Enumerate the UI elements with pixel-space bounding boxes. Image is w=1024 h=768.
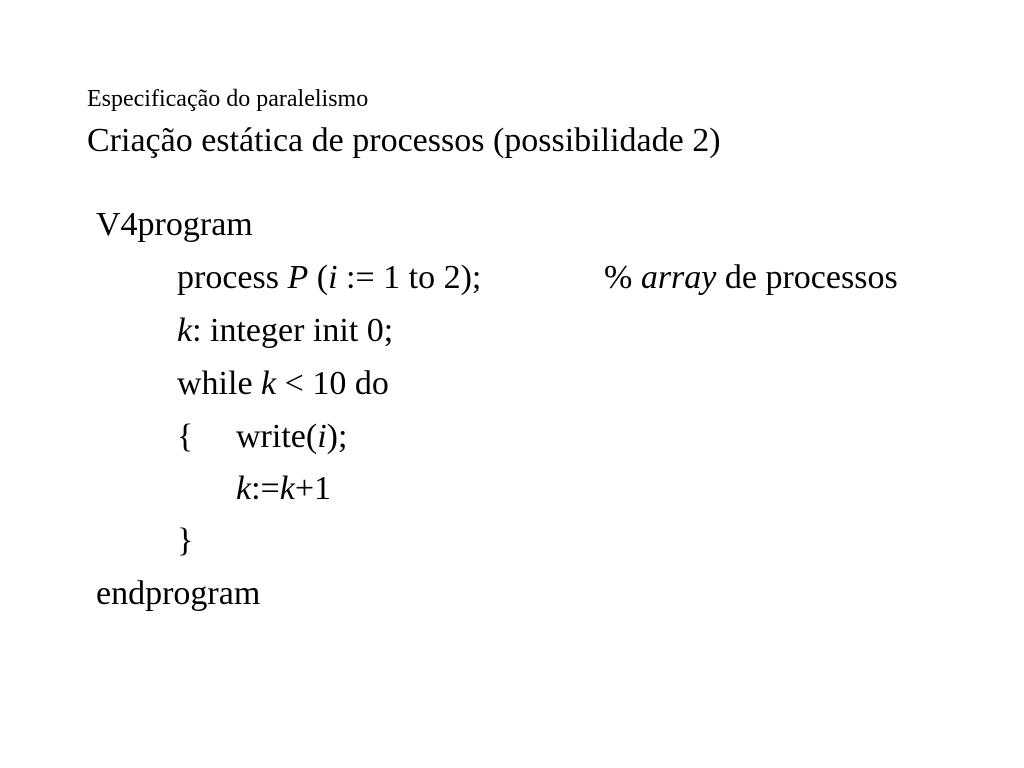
code-line-while [177,364,389,404]
keyword-process: process [177,259,288,296]
write-call-end: ); [326,418,348,455]
code-line-program-start: V4program [96,206,253,243]
comment-array-word: array [640,259,717,296]
while-condition-text: < 10 do [276,365,389,402]
comment-text: de processos [716,259,898,296]
code-open-brace: { [177,418,194,455]
code-line-k-declaration [177,311,393,351]
code-line-program-end: endprogram [96,575,261,612]
code-line-increment [236,469,331,509]
k-declaration-text: : integer init 0; [192,312,394,349]
keyword-while: while [177,365,262,402]
code-line-write [236,417,347,457]
variable-k: k [236,470,252,507]
variable-i: i [317,418,327,455]
code-comment [604,258,898,298]
variable-k: k [279,470,295,507]
plus-one: +1 [294,470,331,507]
variable-P: P [287,259,309,296]
comment-marker: % [604,259,641,296]
variable-k: k [177,312,193,349]
assign-operator: := [251,470,280,507]
code-line-process-declaration [177,258,481,298]
open-paren: ( [308,259,329,296]
write-call-start: write( [236,418,318,455]
slide-subtitle: Especificação do paralelismo [87,86,369,112]
slide-title: Criação estática de processos (possibilidade 2) [87,122,721,159]
range-text: := 1 to 2); [337,259,482,296]
variable-i: i [328,259,338,296]
code-close-brace: } [177,522,194,559]
variable-k: k [261,365,277,402]
